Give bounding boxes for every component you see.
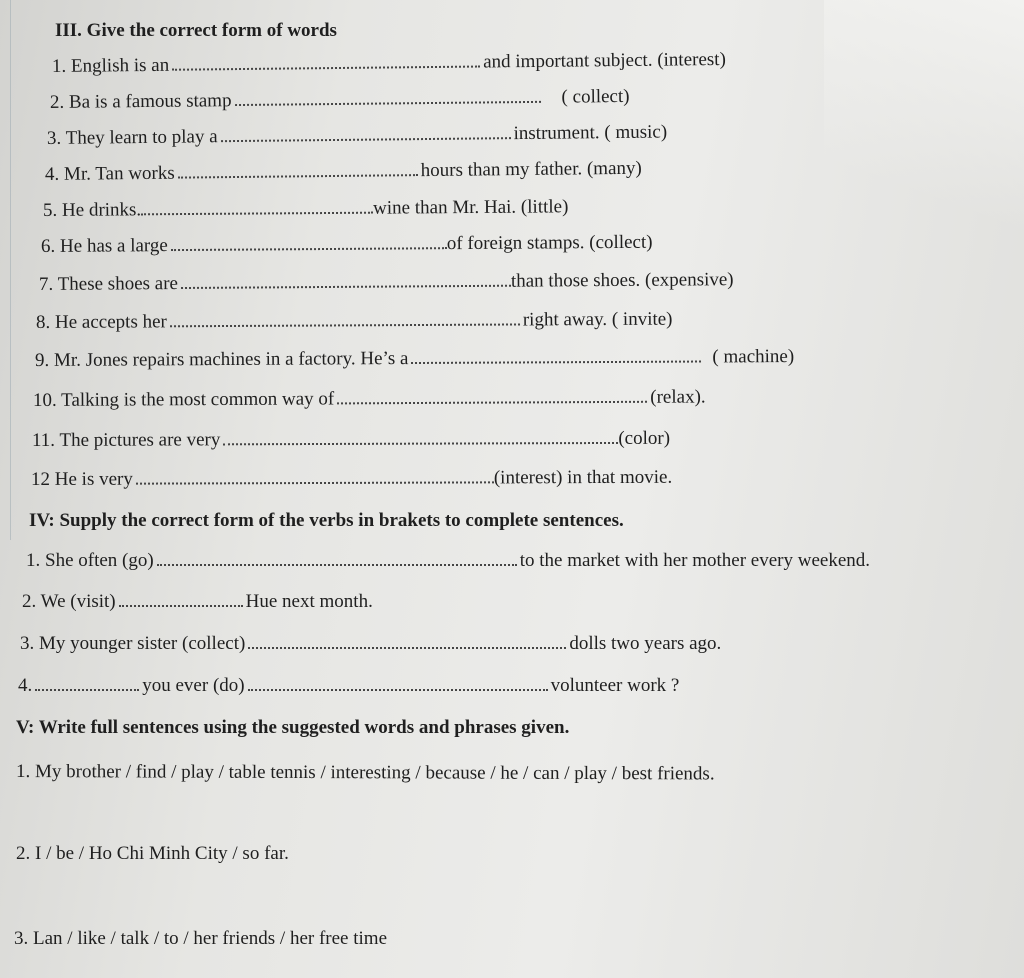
answer-blank[interactable]	[119, 591, 243, 607]
s3-item-3-pre: 3. They learn to play a	[46, 126, 218, 149]
answer-blank[interactable]	[141, 198, 373, 216]
s3-item-8	[36, 309, 673, 334]
s3-item-8-pre: 8. He accepts her	[35, 311, 167, 333]
answer-blank[interactable]	[35, 675, 139, 691]
s4-item-2-post: Hue next month.	[245, 591, 373, 612]
answer-blank[interactable]	[171, 233, 447, 251]
s4-item-1	[26, 550, 870, 572]
answer-blank[interactable]	[248, 633, 566, 649]
answer-blank[interactable]	[136, 467, 494, 484]
s5-item-2: 2. I / be / Ho Chi Minh City / so far.	[16, 843, 289, 864]
s3-item-11-post: (color)	[618, 427, 671, 449]
answer-blank[interactable]	[223, 428, 618, 445]
s3-item-6-post: of foreign stamps. (collect)	[446, 231, 653, 255]
s3-item-7-post: than those shoes. (expensive)	[510, 269, 734, 292]
s3-item-9	[35, 346, 794, 372]
s5-item-3: 3. Lan / like / talk / to / her friends / her free time	[14, 928, 388, 949]
s4-item-4	[18, 675, 679, 697]
section-4-heading: IV: Supply the correct form of the verbs in brakets to complete sentences.	[29, 510, 624, 531]
s5-item-1: 1. My brother / find / play / table tennis / interesting / because / he / can / play / best friends.	[15, 761, 715, 785]
s3-item-1-pre: 1. English is an	[51, 54, 170, 77]
s3-item-6-pre: 6. He has a large	[40, 235, 168, 257]
s3-item-7-pre: 7. These shoes are	[38, 273, 179, 295]
s4-item-3-post: dolls two years ago.	[569, 633, 722, 654]
s3-item-4-pre: 4. Mr. Tan works	[44, 162, 175, 185]
s3-item-2	[50, 86, 630, 114]
answer-blank[interactable]	[337, 387, 647, 405]
s3-item-9-post: ( machine)	[712, 346, 795, 368]
s3-item-1-post: and important subject. (interest)	[483, 48, 726, 73]
section-5-heading: V: Write full sentences using the suggested words and phrases given.	[16, 717, 570, 738]
s3-item-3-post: instrument. ( music)	[513, 121, 668, 145]
s3-item-10	[33, 386, 706, 412]
s4-item-4-mid: you ever (do)	[142, 675, 245, 696]
s3-item-1	[52, 49, 726, 78]
answer-blank[interactable]	[157, 550, 517, 566]
s3-item-5	[43, 196, 569, 222]
s3-item-12-pre: 12 He is very	[30, 468, 133, 490]
s3-item-10-pre: 10. Talking is the most common way of	[32, 388, 335, 411]
s4-item-2-pre: 2. We (visit)	[22, 591, 116, 612]
s3-item-10-post: (relax).	[650, 386, 706, 408]
s3-item-8-post: right away. ( invite)	[522, 308, 673, 331]
s3-item-2-pre: 2. Ba is a famous stamp	[49, 90, 232, 113]
s3-item-12	[31, 467, 672, 491]
s3-item-4-post: hours than my father. (many)	[420, 157, 642, 182]
s4-item-4-pre: 4.	[18, 675, 33, 696]
s3-item-5-post: wine than Mr. Hai. (little)	[373, 196, 569, 219]
s3-item-12-post: (interest) in that movie.	[493, 466, 673, 489]
s3-item-4	[45, 158, 642, 186]
s3-item-3	[47, 122, 667, 150]
s4-item-4-post: volunteer work ?	[550, 675, 680, 696]
section-3-heading: III. Give the correct form of words	[55, 20, 337, 41]
answer-blank[interactable]	[234, 87, 540, 106]
s4-item-1-post: to the market with her mother every weekend.	[519, 550, 871, 571]
answer-blank[interactable]	[172, 52, 480, 71]
s4-item-3-pre: 3. My younger sister (collect)	[20, 633, 246, 654]
s4-item-2	[22, 591, 373, 613]
s3-item-11-pre: 11. The pictures are very	[31, 429, 221, 451]
paper-fold-shading	[824, 0, 1024, 260]
s3-item-7	[39, 269, 734, 296]
answer-blank[interactable]	[181, 271, 511, 289]
s3-item-2-post: ( collect)	[561, 85, 630, 108]
answer-blank[interactable]	[178, 160, 418, 179]
s4-item-3	[20, 633, 721, 655]
s3-item-6	[41, 232, 653, 258]
s4-item-1-pre: 1. She often (go)	[26, 550, 154, 571]
answer-blank[interactable]	[411, 347, 701, 365]
s3-item-9-pre: 9. Mr. Jones repairs machines in a factory. He’s a	[34, 348, 409, 371]
s3-item-5-pre: 5. He drinks.	[42, 199, 142, 221]
margin-line	[10, 0, 11, 540]
answer-blank[interactable]	[170, 309, 520, 327]
answer-blank[interactable]	[248, 675, 548, 691]
answer-blank[interactable]	[220, 123, 510, 142]
s3-item-11	[32, 428, 670, 452]
